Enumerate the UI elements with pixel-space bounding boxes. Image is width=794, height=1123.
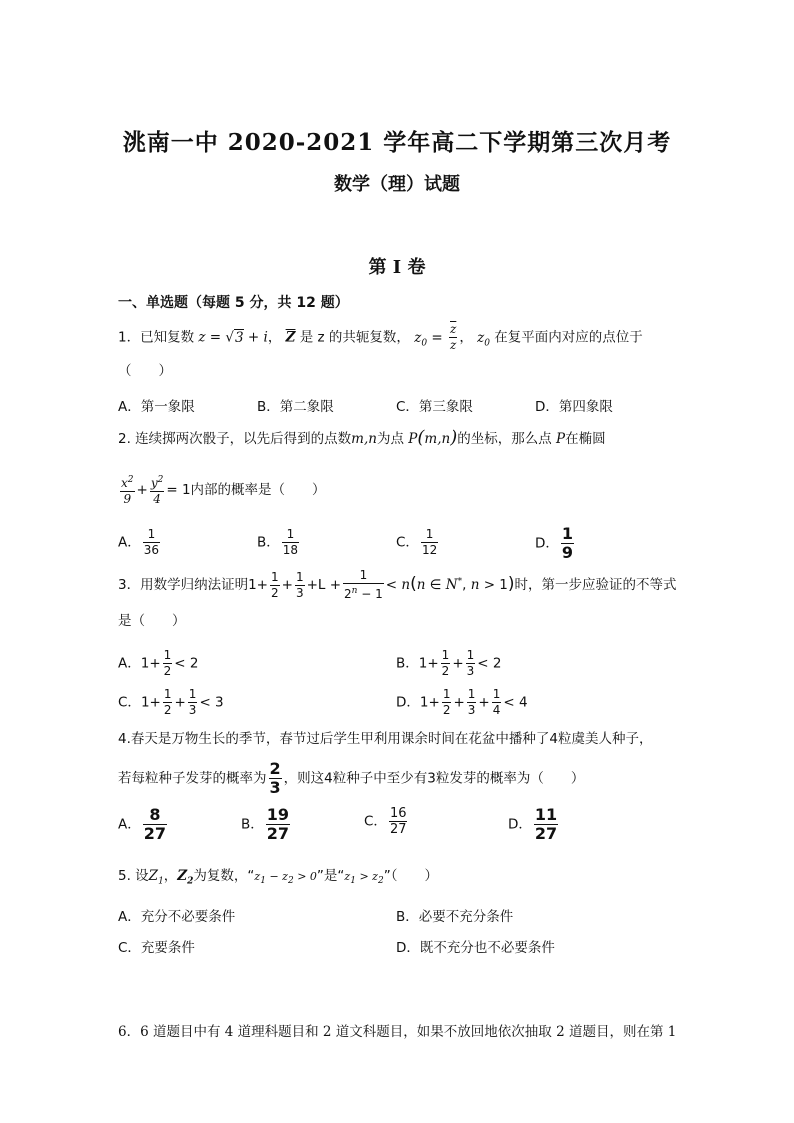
q2-mid2: 的坐标，那么点 xyxy=(457,431,552,447)
q5-mid2: 为复数，“ xyxy=(193,868,255,884)
q4-prob-den: 3 xyxy=(269,778,281,797)
question-2 xyxy=(118,429,606,448)
q1-option-a: A．第一象限 xyxy=(118,399,195,415)
section-heading: 一、单选题（每题 5 分，共 12 题） xyxy=(118,295,349,311)
q4-line2-tail: ，则这4粒种子中至少有3粒发芽的概率为（ ） xyxy=(283,770,585,787)
q5-option-a: A．充分不必要条件 xyxy=(118,909,236,925)
q5-mid3: ”是“ xyxy=(316,868,345,884)
q4-option-d-value xyxy=(534,806,558,843)
q4-option-b xyxy=(241,806,292,843)
q2-option-a xyxy=(118,527,162,558)
q5-z2: $Z_2$ xyxy=(177,868,194,887)
q2-ellipse-tail: 内部的概率是（ ） xyxy=(190,482,326,498)
exam-subtitle: 数学（理）试题 xyxy=(334,174,460,195)
q4-option-c-label: C． xyxy=(364,813,387,830)
q2-tail: 在椭圆 xyxy=(565,431,606,447)
q2-option-c xyxy=(396,527,440,558)
q1-zbar: $\overline{Z}$ xyxy=(285,329,296,346)
q2-b-den: 18 xyxy=(282,543,299,557)
q2-option-a-label: A． xyxy=(118,534,141,551)
question-1 xyxy=(118,322,643,353)
q4-option-c-value xyxy=(389,806,408,837)
q2-b-num: 1 xyxy=(282,527,299,543)
q4-c-num: 16 xyxy=(389,806,407,821)
q4-a-num: 8 xyxy=(143,806,167,825)
q3-option-a-label: A． xyxy=(118,655,141,672)
q2-ellipse-y-term: $\frac{y^2}{4}$ xyxy=(150,475,164,506)
q2-d-den: 9 xyxy=(561,543,574,562)
question-4-line2 xyxy=(118,760,584,797)
q4-option-a-value xyxy=(143,806,167,843)
q4-option-a-label: A． xyxy=(118,816,141,833)
q1-mid1: ， xyxy=(267,329,286,346)
q1-prefix: 1．已知复数 xyxy=(118,329,195,346)
q3-line2: 是（ ） xyxy=(118,613,186,629)
q1-z0-lhs: $z_0$ = xyxy=(414,329,443,349)
q4-d-den: 27 xyxy=(534,824,558,843)
q2-option-b-value xyxy=(282,527,299,558)
q1-mid3: ， xyxy=(459,329,473,346)
q2-option-c-value xyxy=(421,527,438,558)
q3-option-d-label: D． xyxy=(396,694,420,711)
q1-option-d: D．第四象限 xyxy=(535,399,613,415)
q1-z-expr: z = √3 + i xyxy=(198,329,268,346)
q5-prefix: 5. 设 xyxy=(118,868,149,884)
q1-tail: 在复平面内对应的点位于 xyxy=(489,329,643,346)
q3-option-b-label: B． xyxy=(396,655,419,672)
q4-c-den: 27 xyxy=(389,822,407,837)
volume-heading: 第 I 卷 xyxy=(368,257,426,278)
q4-option-d-label: D． xyxy=(508,816,532,833)
q5-option-d: D．既不充分也不必要条件 xyxy=(396,940,555,956)
q2-c-den: 12 xyxy=(421,543,438,557)
q2-p: P xyxy=(556,431,566,447)
q3-option-c-label: C． xyxy=(118,694,141,711)
q4-option-a xyxy=(118,806,169,843)
q2-point: P(m,n) xyxy=(408,427,458,448)
question-5 xyxy=(118,867,438,891)
q5-option-c: C．充要条件 xyxy=(118,940,195,956)
q5-cond1: $z_1 - z_2 > 0$ xyxy=(254,870,317,887)
q2-option-b xyxy=(257,527,301,558)
q3-option-a: A．1+ $\frac{1}{2}$ < 2 xyxy=(118,648,199,678)
q4-b-den: 27 xyxy=(266,824,290,843)
q2-option-c-label: C． xyxy=(396,534,419,551)
q4-prob-num: 2 xyxy=(269,759,281,778)
q4-b-num: 19 xyxy=(266,805,290,824)
q5-z1: $Z_1$ xyxy=(148,868,164,887)
q3-option-c: C．1+ $\frac{1}{2}$ + $\frac{1}{3}$ < 3 xyxy=(118,687,224,717)
q3-inequality: 1+ $\frac{1}{2}$ + $\frac{1}{3}$ +L + $\frac{1}{2^n - 1}$ < n(n ∈ N*, n > 1) xyxy=(248,568,515,601)
q2-c-num: 1 xyxy=(421,527,438,543)
q3-option-b: B．1+ $\frac{1}{2}$ + $\frac{1}{3}$ < 2 xyxy=(396,648,502,678)
q2-a-num: 1 xyxy=(143,527,160,543)
q1-z0-fraction: $\frac{\overline{z}}{z}$ xyxy=(450,322,457,352)
q4-option-c xyxy=(364,806,409,837)
q1-paren: （ ） xyxy=(118,363,172,379)
q5-cond2: $z_1 > z_2$ xyxy=(344,870,384,887)
exam-title: 洮南一中 2020-2021 学年高二下学期第三次月考 xyxy=(122,129,672,156)
q2-option-a-value xyxy=(143,527,160,558)
q4-line2-prefix: 若每粒种子发芽的概率为 xyxy=(118,770,267,787)
q4-option-d xyxy=(508,806,560,843)
q2-prefix: 2. 连续掷两次骰子，以先后得到的点数 xyxy=(118,431,352,447)
q4-d-num: 11 xyxy=(534,805,558,824)
q3-tail: 时，第一步应验证的不等式 xyxy=(514,577,677,593)
q2-mn: m,n xyxy=(351,431,377,447)
q2-option-b-label: B． xyxy=(257,534,280,551)
question-6-line1: 6．6 道题目中有 4 道理科题目和 2 道文科题目，如果不放回地依次抽取 2 道题目，则在第 1 xyxy=(118,1024,677,1040)
question-4-line1: 4.春天是万物生长的季节，春节过后学生甲利用课余时间在花盆中播种了4粒虞美人种子， xyxy=(118,731,653,747)
q4-a-den: 27 xyxy=(143,824,167,843)
q4-probability xyxy=(269,760,282,797)
q5-tail: ”（ ） xyxy=(383,868,438,884)
q1-mid2: 是 z 的共轭复数， xyxy=(295,329,410,346)
q5-option-b: B．必要不充分条件 xyxy=(396,909,514,925)
q5-mid1: ， xyxy=(163,868,178,884)
q2-ellipse-x-term: $\frac{x^2}{9}$ xyxy=(121,475,134,506)
q2-mid1: 为点 xyxy=(376,431,404,447)
q4-option-b-label: B． xyxy=(241,816,264,833)
q3-option-d: D．1+ $\frac{1}{2}$ + $\frac{1}{3}$ + $\frac{1}{4}$ < 4 xyxy=(396,687,528,717)
q2-option-d-value xyxy=(561,525,574,562)
question-3 xyxy=(118,568,677,602)
q2-option-d-label: D． xyxy=(535,535,559,552)
q2-a-den: 36 xyxy=(143,543,160,557)
q1-option-c: C．第三象限 xyxy=(396,399,473,415)
q2-d-num: 1 xyxy=(561,524,574,543)
q3-prefix: 3．用数学归纳法证明 xyxy=(118,577,249,593)
q2-ellipse-line: $\frac{x^2}{9}$ + $\frac{y^2}{4}$ = 1内部的概率是（ ） xyxy=(121,475,326,506)
q1-z0: $z_0$ xyxy=(477,329,490,349)
q2-option-d xyxy=(535,525,576,562)
q4-option-b-value xyxy=(266,806,290,843)
q1-option-b: B．第二象限 xyxy=(257,399,334,415)
